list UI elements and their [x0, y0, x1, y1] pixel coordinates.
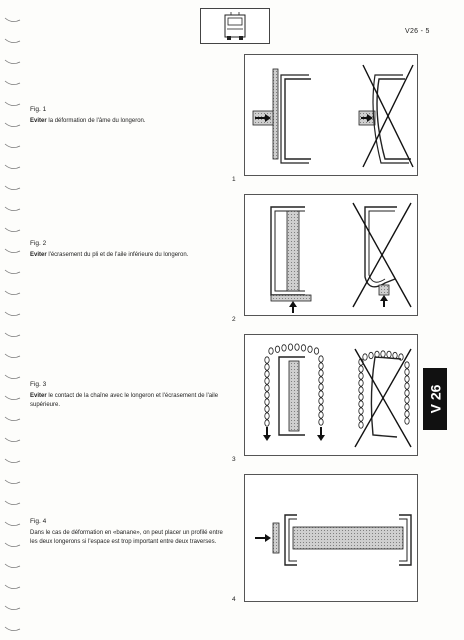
chain-link [319, 419, 323, 425]
binding-hole [5, 564, 20, 568]
panel-number-4: 4 [232, 596, 236, 603]
vehicle-front-icon [201, 9, 269, 43]
binding-hole [5, 123, 20, 127]
binding-hole [5, 333, 20, 337]
chain-link [265, 357, 269, 363]
diagram-panel-3 [244, 334, 418, 456]
chain-link [265, 399, 269, 405]
chain-link [369, 352, 373, 358]
binding-hole [5, 522, 20, 526]
chain-link [359, 415, 363, 421]
binding-hole [5, 207, 20, 211]
binding-hole [5, 501, 20, 505]
binding-hole [5, 270, 20, 274]
diagram-2 [245, 195, 417, 315]
binding-hole [5, 102, 20, 106]
chain-link [359, 422, 363, 428]
chain-link [405, 418, 409, 424]
chain-link [359, 401, 363, 407]
binding-hole [5, 165, 20, 169]
section-tab-label: V 26 [427, 384, 443, 414]
binding-hole [5, 438, 20, 442]
chain-link [359, 380, 363, 386]
chain-link [319, 377, 323, 383]
chain-link [265, 413, 269, 419]
panel-number-1: 1 [232, 176, 236, 183]
chain-link [405, 404, 409, 410]
panel-number-3: 3 [232, 456, 236, 463]
fig-4-caption [30, 518, 226, 546]
chain-link [265, 364, 269, 370]
fig-1-caption [30, 106, 220, 126]
chain-link [269, 348, 273, 354]
chain-link [275, 346, 279, 352]
chain-link [319, 398, 323, 404]
diagram-panel-1 [244, 54, 418, 176]
binding-hole [5, 459, 20, 463]
chain-link [314, 348, 318, 354]
page-reference: V26 - 5 [405, 28, 430, 35]
binding-hole [5, 18, 20, 22]
chain-link [265, 371, 269, 377]
binding-hole [5, 186, 20, 190]
fig-4-body: Dans le cas de déformation en «banane», on peut placer un profilé entre les deux longerons si l'espace est trop important entre deux traverses. [30, 530, 223, 545]
chain-link [405, 397, 409, 403]
chain-link [405, 390, 409, 396]
diagram-panel-2 [244, 194, 418, 316]
chain-link [265, 378, 269, 384]
chain-link [319, 384, 323, 390]
chain-link [405, 411, 409, 417]
chain-link [265, 406, 269, 412]
binding-hole [5, 39, 20, 43]
fig-4-text [30, 529, 226, 546]
chain-link [295, 344, 299, 350]
binding-hole [5, 585, 20, 589]
fig-3-text [30, 392, 220, 409]
diagram-3 [245, 335, 417, 455]
binding-hole [5, 480, 20, 484]
diagram-panel-4 [244, 474, 418, 602]
fig-3-body: le contact de la chaîne avec le longeron et l'écrasement de l'aile supérieure. [30, 393, 219, 408]
binding-hole [5, 144, 20, 148]
fig-2-title: Fig. 2 [30, 240, 47, 247]
chain-link [288, 344, 292, 350]
chain-link [405, 362, 409, 368]
chain-link [319, 391, 323, 397]
chain-link [381, 351, 385, 357]
chain-link [265, 385, 269, 391]
chain-link [359, 394, 363, 400]
fig-3-caption [30, 381, 220, 409]
chain-link [359, 387, 363, 393]
chain-link [405, 383, 409, 389]
binding-hole [5, 60, 20, 64]
section-tab [423, 368, 447, 430]
binding-hole [5, 354, 20, 358]
binding-hole [5, 312, 20, 316]
chain-link [319, 405, 323, 411]
fig-2-lead: Eviter [30, 252, 47, 258]
chain-link [265, 420, 269, 426]
fig-1-text [30, 117, 220, 126]
binding-hole [5, 396, 20, 400]
chain-link [387, 351, 391, 357]
chain-link [405, 376, 409, 382]
chain-link [265, 392, 269, 398]
binding-hole [5, 606, 20, 610]
chain-link [282, 345, 286, 351]
fig-1-title: Fig. 1 [30, 106, 47, 113]
chain-link [405, 369, 409, 375]
fig-4-title: Fig. 4 [30, 518, 47, 525]
diagram-4 [245, 475, 417, 601]
binding-hole [5, 81, 20, 85]
binding-hole [5, 627, 20, 631]
chain-link [359, 408, 363, 414]
fig-2-body: l'écrasement du pli et de l'aile inférieure du longeron. [46, 252, 189, 258]
fig-2-text [30, 251, 220, 260]
chain-link [319, 363, 323, 369]
chain-link [359, 366, 363, 372]
fig-3-lead: Eviter [30, 393, 47, 399]
binding-hole [5, 417, 20, 421]
fig-3-title: Fig. 3 [30, 381, 47, 388]
chain-link [319, 370, 323, 376]
diagram-1 [245, 55, 417, 175]
chain-link [359, 373, 363, 379]
fig-1-body: la déformation de l'âme du longeron. [46, 118, 146, 124]
chain-link [363, 354, 367, 360]
chain-link [319, 412, 323, 418]
binding-hole [5, 375, 20, 379]
binding-hole [5, 228, 20, 232]
binding-hole [5, 543, 20, 547]
chain-link [301, 345, 305, 351]
fig-1-lead: Eviter [30, 118, 47, 124]
binding-hole [5, 249, 20, 253]
binding-holes [0, 0, 30, 640]
fig-2-caption [30, 240, 220, 260]
panel-number-2: 2 [232, 316, 236, 323]
thumbnail-box [200, 8, 270, 44]
chain-link [308, 346, 312, 352]
chain-link [319, 356, 323, 362]
binding-hole [5, 291, 20, 295]
